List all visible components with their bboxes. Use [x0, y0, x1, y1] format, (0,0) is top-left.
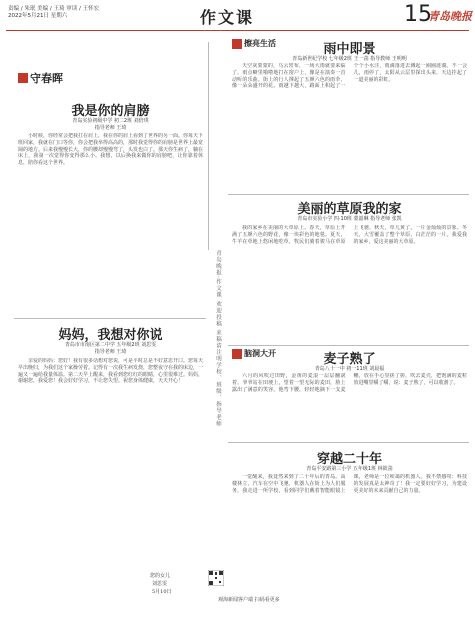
article-text: 小时候，你经常会把我扛在肩上，我在你的肩上看到了世界的另一面。你每天下班回家，我就在门口等你，你会把我举得高高的，那时我觉得你的肩膀是世界上最宽阔的地方。后来我慢慢长大，你的腰却慢慢弯了，头发也白了。那天你生病了，躺在床上，我第一次觉得你变得那么小。我想，以后换我来做你的肩膀吧，让你靠着休息，陪你看这个世界。 — [18, 133, 203, 167]
signature-from: 您的女儿 — [150, 573, 171, 579]
article-body — [232, 63, 467, 191]
footer-caption — [218, 596, 280, 603]
page-header — [0, 0, 475, 40]
article-body — [18, 133, 203, 313]
divider — [228, 442, 469, 443]
signature-date: 5月10日 — [152, 589, 172, 595]
article-text: 我的家乡在美丽的大草原上。春天，草原上开满了五颜六色的野花，像一块彩色的地毯。夏天，牛羊在草地上悠闲地吃草，牧民们骑着骏马在草原上飞驰。秋天，草儿黄了，一片金灿灿的景象。冬天，大雪覆盖了整个草原，白茫茫的一片。我爱我的家乡，爱这美丽的大草原。 — [232, 225, 467, 245]
section-tag-label: 守春晖 — [30, 72, 63, 85]
article-author: 青岛新世纪学校 七年级2班 王一菡 指导教师 王明明 — [292, 56, 407, 62]
article-title: 穿越二十年 — [316, 452, 382, 467]
section-tag-left — [18, 70, 63, 86]
article-author: 青岛八十一中 初一11班 刘晨福 — [314, 366, 385, 372]
footer-note: 扫码看更多 — [254, 597, 280, 603]
article-body — [232, 474, 467, 614]
article-body — [18, 358, 203, 576]
divider — [14, 318, 206, 319]
article-text: 一觉醒来，我竟然来到了二十年后的青岛。高楼林立，汽车在空中飞驰，机器人在街上为人们服务。我走进一所学校，看到同学们戴着智能眼镜上课，老师是一位和蔼的机器人。我不禁感叹：科技的发展真是太神奇了！我一定要好好学习，为建设更美好的未来贡献自己的力量。 — [232, 474, 467, 494]
divider — [228, 194, 469, 195]
article-body — [232, 373, 467, 439]
divider — [228, 345, 469, 346]
article-text: 天空灰蒙蒙的，乌云密布，一场大雨就要来临了。雨点噼里啪啦地打在窗户上，像是在演奏一首动听的乐曲。街上的行人撑起了五颜六色的雨伞，像一朵朵盛开的花。雨越下越大，路面上积起了一个个小水洼，雨滴落进去溅起一圈圈涟漪。不一会儿，雨停了，太阳从云层里探出头来，天边挂起了一道美丽的彩虹。 — [232, 63, 467, 90]
editor-line: 责编 / 朱珉 美编 / 王琦 审读 / 王怀宏 — [8, 6, 100, 12]
sidebar-note: 青岛晚报·作文课 欢迎投稿 来稿请注明学校、班级、指导老师 — [215, 250, 221, 428]
column-divider — [208, 42, 209, 250]
article-teacher: 指导老师 王琦 — [94, 349, 127, 355]
article-text: 亲爱的妈妈：您好！我有很多话想对您说，可是平时总是不好意思开口。您每天早出晚归，为我们这个家操劳着。记得有一次我生病发烧，您整夜守在我的床边，一遍又一遍给我量体温。第二天早上醒来，我看到您红红的眼睛，心里很难过。妈妈，谢谢您，我爱您！我会好好学习，不让您失望。祝您身体健康，天天开心！ — [18, 358, 203, 385]
article-title: 妈妈，我想对你说 — [58, 328, 163, 343]
page-number: 15 — [404, 2, 432, 27]
article-author: 青岛市实验小学 四·10班 蒙韶琳 指导老师 张凯 — [297, 216, 402, 222]
article-author: 青岛实验初级中学 初二2班 刘倍琪 — [72, 118, 149, 124]
header-rule — [6, 30, 469, 31]
article-text: 六月的风吹过田野，金黄的麦浪一层层翻滚着。爷爷站在田埂上，望着一望无际的麦田，脸上露出了满意的笑容。他弯下腰，轻轻地摘下一支麦穗，放在手心里搓了搓，吹去麦壳，把饱满的麦粒放进嘴里嚼了嚼，说：麦子熟了，可以收割了。 — [232, 373, 467, 393]
article-author: 青岛平安路第三小学 五年级1班 林筱菡 — [306, 466, 393, 472]
date-line: 2022年5月21日 星期六 — [8, 13, 68, 19]
tag-icon — [18, 73, 28, 83]
article-title: 美丽的草原我的家 — [297, 202, 402, 217]
section-tag-label: 脑洞大开 — [244, 348, 276, 358]
article-teacher: 指导老师 王琦 — [94, 125, 127, 131]
qr-caption: 观海新闻客户端 — [218, 597, 254, 603]
signature-name: 刘思雯 — [152, 581, 168, 587]
article-author: 青岛市市南区第二中学 五年级2班 刘思雯 — [64, 342, 157, 348]
header-meta — [8, 6, 99, 20]
paper-logo: 青岛晚报 — [428, 10, 472, 23]
qr-code-icon[interactable] — [208, 570, 224, 586]
column-name: 作文课 — [200, 8, 255, 27]
article-title: 雨中即景 — [323, 42, 376, 57]
article-body — [232, 225, 467, 343]
article-title: 我是你的肩膀 — [71, 104, 150, 119]
article-title: 麦子熟了 — [323, 352, 376, 367]
section-tag-label: 擦亮生活 — [244, 38, 276, 48]
